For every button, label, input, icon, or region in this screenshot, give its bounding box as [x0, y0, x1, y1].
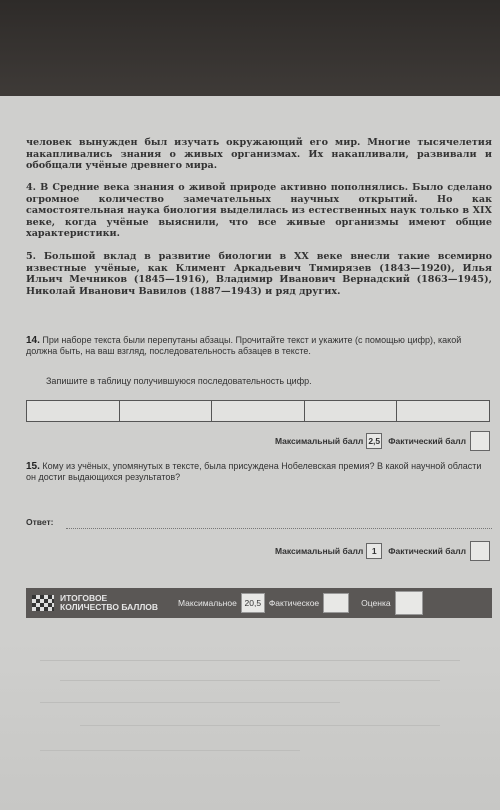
- answer-table[interactable]: [26, 400, 490, 422]
- actual-score-label: Фактический балл: [388, 436, 466, 446]
- task-14-number: 14.: [26, 335, 40, 346]
- task-14-score-row: [275, 431, 490, 451]
- answer-cell[interactable]: [305, 401, 398, 421]
- total-grade-box[interactable]: [395, 591, 423, 615]
- actual-score-label: Фактический балл: [388, 546, 466, 556]
- answer-cell[interactable]: [397, 401, 489, 421]
- max-score-value: 1: [366, 543, 382, 559]
- answer-rule: [66, 528, 492, 529]
- actual-score-box[interactable]: [470, 541, 490, 561]
- task-15: [26, 461, 492, 483]
- total-title: [60, 594, 178, 612]
- total-title-line-1: ИТОГОВОЕ: [60, 593, 108, 603]
- background-top: [0, 0, 500, 100]
- task-15-text: Кому из учёных, упомянутых в тексте, была присуждена Нобелевская премия? В какой научной области он достиг выдающихся результатов?: [26, 461, 482, 482]
- task-14-text: При наборе текста были перепутаны абзацы. Прочитайте текст и укажите (с помощью цифр), какой должна быть, на ваш взгляд, последовательность абзацев в тексте.: [26, 335, 462, 356]
- ghost-line: [40, 702, 340, 703]
- answer-cell[interactable]: [27, 401, 120, 421]
- max-score-value: 2,5: [366, 433, 382, 449]
- answer-cell[interactable]: [120, 401, 213, 421]
- task-14: [26, 335, 492, 357]
- ghost-line: [40, 750, 300, 751]
- answer-label: Ответ:: [26, 517, 54, 527]
- checkered-flag-icon: [32, 595, 54, 611]
- answer-cell[interactable]: [212, 401, 305, 421]
- text-paragraph-continuation: человек вынужден был изучать окружающий его мир. Многие тысячелетия накапливались знания о живых организмах. Их накапливали, развивали и обобщали учёные древнего мира.: [26, 137, 492, 172]
- total-actual-label: Фактическое: [268, 598, 320, 608]
- ghost-line: [60, 680, 440, 681]
- total-title-line-2: КОЛИЧЕСТВО БАЛЛОВ: [60, 602, 159, 612]
- max-score-label: Максимальный балл: [274, 546, 364, 556]
- max-score-label: Максимальный балл: [274, 436, 364, 446]
- text-paragraph-5: 5. Большой вклад в развитие биологии в XX веке внесли такие всемирно известные учёные, как Климент Аркадьевич Тимирязев (1843—1920), Илья Ильич Мечников (1845—1916), Владимир Иванович Вернадский (1863—1945), Николай Иванович Вавилов (1887—1943) и ряд других.: [26, 251, 492, 297]
- faded-next-page: [0, 640, 500, 810]
- task-14-instruction: Запишите в таблицу получившуюся последовательность цифр.: [46, 376, 312, 386]
- total-actual-box[interactable]: [323, 593, 349, 613]
- total-max-label: Максимальное: [178, 598, 237, 608]
- total-score-bar: [26, 588, 492, 618]
- actual-score-box[interactable]: [470, 431, 490, 451]
- ghost-line: [80, 725, 440, 726]
- text-paragraph-4: 4. В Средние века знания о живой природе активно пополнялись. Было сделано огромное количество замечательных научных открытий. Но как самостоятельная наука биология выделилась из естественных наук только в XIX веке, когда учёные выяснили, что все живые организмы имеют общие характеристики.: [26, 182, 492, 240]
- answer-line[interactable]: [26, 517, 492, 531]
- task-15-score-row: [275, 541, 490, 561]
- total-grade-label: Оценка: [361, 598, 391, 608]
- task-15-number: 15.: [26, 461, 40, 472]
- total-max-value: 20,5: [241, 593, 265, 613]
- ghost-line: [40, 660, 460, 661]
